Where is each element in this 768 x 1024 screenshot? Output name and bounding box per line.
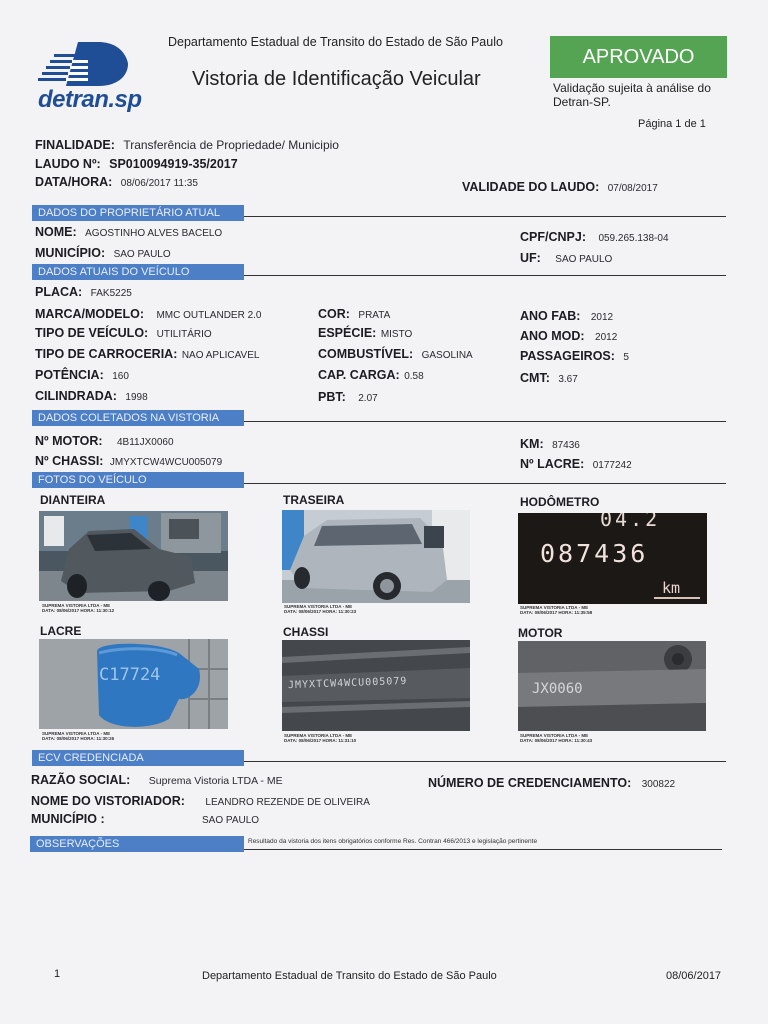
- anomod-field: [520, 327, 617, 345]
- footer-date: 08/06/2017: [666, 970, 722, 982]
- motor-label: Nº MOTOR:: [35, 434, 103, 448]
- pbt-field: [318, 388, 378, 406]
- potencia-label: POTÊNCIA:: [35, 368, 104, 382]
- marca-value: MMC OUTLANDER 2.0: [156, 310, 262, 321]
- especie-field: [318, 324, 412, 342]
- photo-rear-image: [282, 510, 470, 603]
- photo-caption: SUPREMA VISTORIA LTDA - ME DATA: 08/06/2017 HORA: 11:30:43: [520, 733, 593, 743]
- datahora-label: DATA/HORA:: [35, 175, 113, 189]
- km-field: [520, 435, 580, 453]
- odometer-underline: [654, 597, 700, 599]
- laudo-value: SP010094919-35/2017: [109, 157, 238, 171]
- credenciamento-value: 300822: [641, 779, 676, 790]
- tipo-label: TIPO DE VEÍCULO:: [35, 326, 149, 340]
- vistoriador-label: NOME DO VISTORIADOR:: [31, 794, 185, 808]
- photo-caption: SUPREMA VISTORIA LTDA - ME DATA: 08/06/2017 HORA: 11:35:58: [520, 605, 593, 615]
- odometer-unit: km: [662, 579, 681, 597]
- section-rule: [244, 761, 726, 762]
- document-title: Vistoria de Identificação Veicular: [192, 68, 481, 90]
- km-label: KM:: [520, 437, 544, 451]
- section-rule: [244, 849, 722, 850]
- pbt-value: 2.07: [358, 393, 378, 404]
- datahora-value: 08/06/2017 11:35: [120, 178, 198, 189]
- section-photos: FOTOS DO VEÍCULO: [32, 472, 244, 488]
- cilindrada-field: [35, 387, 148, 405]
- odometer-trip-digits: 04.2: [600, 513, 661, 531]
- vistoriador-field: [31, 792, 370, 810]
- cor-field: [318, 305, 390, 323]
- anomod-value: 2012: [595, 332, 618, 343]
- photo-title-odometer: HODÔMETRO: [520, 495, 600, 509]
- credenciamento-label: NÚMERO DE CREDENCIAMENTO:: [428, 776, 632, 790]
- owner-name-field: [35, 223, 222, 241]
- footer-page-number: 1: [54, 968, 61, 980]
- uf-label: UF:: [520, 251, 541, 265]
- owner-municipio-value: SAO PAULO: [113, 249, 171, 260]
- chassi-label: Nº CHASSI:: [35, 454, 104, 468]
- razao-value: Suprema Vistoria LTDA - ME: [148, 775, 283, 787]
- chassis-engraving: JMYXTCW4WCU005079: [287, 675, 408, 692]
- chassi-field: [35, 452, 222, 470]
- validade-value: 07/08/2017: [607, 183, 658, 194]
- pbt-label: PBT:: [318, 390, 346, 404]
- detran-logo-text: detran.sp: [38, 86, 142, 113]
- anofab-field: [520, 307, 613, 325]
- owner-name-label: NOME:: [35, 225, 77, 239]
- lacre-label: Nº LACRE:: [520, 457, 585, 471]
- seal-number: C17724: [99, 665, 161, 685]
- especie-label: ESPÉCIE:: [318, 326, 377, 340]
- ecv-municipio-value: SAO PAULO: [202, 815, 260, 826]
- validade-field: [462, 178, 658, 196]
- cmt-field: [520, 369, 578, 387]
- cpf-label: CPF/CNPJ:: [520, 230, 586, 244]
- km-value: 87436: [552, 440, 580, 451]
- carroceria-label: TIPO DE CARROCERIA:: [35, 347, 178, 361]
- lacre-field: [520, 455, 632, 473]
- section-collected: DADOS COLETADOS NA VISTORIA: [32, 410, 244, 426]
- photo-caption: SUPREMA VISTORIA LTDA - ME DATA: 08/06/2017 HORA: 11:30:23: [284, 604, 357, 614]
- section-observacoes: OBSERVAÇÕES: [30, 836, 244, 852]
- section-rule: [244, 275, 726, 276]
- status-note: Validação sujeita à análise do Detran-SP.: [553, 81, 711, 109]
- tipo-field: [35, 324, 212, 342]
- finalidade-label: FINALIDADE:: [35, 138, 115, 152]
- section-owner: DADOS DO PROPRIETÁRIO ATUAL: [32, 205, 244, 221]
- finalidade-field: [35, 136, 339, 154]
- combustivel-value: GASOLINA: [421, 350, 473, 361]
- ecv-municipio-label: MUNICÍPIO :: [31, 812, 105, 826]
- finalidade-value: Transferência de Propriedade/ Municipio: [123, 138, 339, 152]
- passageiros-field: [520, 347, 629, 365]
- status-badge: APROVADO: [550, 36, 727, 78]
- capcarga-value: 0.58: [404, 371, 424, 382]
- credenciamento-field: [428, 774, 675, 792]
- photo-title-rear: TRASEIRA: [283, 493, 345, 507]
- laudo-field: [35, 155, 238, 173]
- combustivel-label: COMBUSTÍVEL:: [318, 347, 414, 361]
- marca-label: MARCA/MODELO:: [35, 307, 145, 321]
- owner-municipio-label: MUNICÍPIO:: [35, 246, 106, 260]
- passageiros-label: PASSAGEIROS:: [520, 349, 615, 363]
- photo-chassis-image: [282, 640, 470, 731]
- engine-engraving: JX0060: [532, 681, 583, 697]
- motor-value: 4B11JX0060: [116, 437, 174, 448]
- section-ecv: ECV CREDENCIADA: [32, 750, 244, 766]
- especie-value: MISTO: [380, 329, 413, 340]
- photo-seal-image: [39, 639, 228, 729]
- uf-value: SAO PAULO: [555, 254, 613, 265]
- section-rule: [244, 421, 726, 422]
- razao-label: RAZÃO SOCIAL:: [31, 773, 131, 787]
- uf-field: [520, 249, 612, 267]
- carroceria-value: NAO APLICAVEL: [181, 350, 260, 361]
- cpf-field: [520, 228, 669, 246]
- datahora-field: [35, 173, 198, 191]
- anofab-label: ANO FAB:: [520, 309, 581, 323]
- photo-caption: SUPREMA VISTORIA LTDA - ME DATA: 08/06/2017 HORA: 11:30:12: [42, 603, 115, 613]
- cmt-value: 3.67: [558, 374, 578, 385]
- photo-title-front: DIANTEIRA: [40, 493, 106, 507]
- carroceria-field: [35, 345, 259, 363]
- cmt-label: CMT:: [520, 371, 550, 385]
- lacre-value: 0177242: [592, 460, 632, 471]
- section-vehicle: DADOS ATUAIS DO VEÍCULO: [32, 264, 244, 280]
- photo-front-image: [39, 511, 228, 601]
- owner-municipio-field: [35, 244, 171, 262]
- anofab-value: 2012: [590, 312, 614, 323]
- vistoriador-value: LEANDRO REZENDE DE OLIVEIRA: [205, 797, 370, 808]
- tipo-value: UTILITÁRIO: [156, 329, 212, 340]
- photo-caption: SUPREMA VISTORIA LTDA - ME DATA: 08/06/2017 HORA: 11:31:10: [284, 733, 357, 743]
- capcarga-field: [318, 366, 424, 384]
- placa-label: PLACA:: [35, 285, 83, 299]
- cpf-value: 059.265.138-04: [598, 233, 669, 244]
- capcarga-label: CAP. CARGA:: [318, 368, 400, 382]
- cilindrada-label: CILINDRADA:: [35, 389, 117, 403]
- placa-value: FAK5225: [90, 288, 132, 299]
- photo-title-seal: LACRE: [40, 624, 82, 638]
- photo-engine-image: [518, 641, 706, 731]
- cor-label: COR:: [318, 307, 350, 321]
- placa-field: [35, 283, 132, 301]
- photo-caption: SUPREMA VISTORIA LTDA - ME DATA: 08/06/2017 HORA: 11:30:26: [42, 731, 115, 741]
- odometer-main-digits: 087436: [540, 539, 649, 568]
- photo-odometer-image: [518, 513, 707, 604]
- potencia-value: 160: [112, 371, 129, 382]
- owner-name-value: AGOSTINHO ALVES BACELO: [85, 228, 223, 239]
- section-rule: [244, 483, 726, 484]
- laudo-label: LAUDO Nº:: [35, 157, 101, 171]
- motor-field: [35, 432, 174, 450]
- page-indicator: Página 1 de 1: [638, 118, 706, 130]
- passageiros-value: 5: [623, 352, 629, 363]
- marca-field: [35, 305, 261, 323]
- photo-title-engine: MOTOR: [518, 626, 563, 640]
- cor-value: PRATA: [358, 310, 391, 321]
- razao-field: [31, 771, 283, 789]
- section-rule: [244, 216, 726, 217]
- combustivel-field: [318, 345, 473, 363]
- chassi-value: JMYXTCW4WCU005079: [109, 457, 223, 468]
- potencia-field: [35, 366, 129, 384]
- cilindrada-value: 1998: [125, 392, 148, 403]
- validade-label: VALIDADE DO LAUDO:: [462, 180, 600, 194]
- photo-title-chassis: CHASSI: [283, 625, 329, 639]
- anomod-label: ANO MOD:: [520, 329, 585, 343]
- footer-department: Departamento Estadual de Transito do Estado de São Paulo: [202, 970, 497, 982]
- department-name: Departamento Estadual de Transito do Estado de São Paulo: [168, 35, 503, 49]
- observacoes-text: Resultado da vistoria dos itens obrigatórios conforme Res. Contran 466/2013 e legislação pertinente: [248, 838, 538, 845]
